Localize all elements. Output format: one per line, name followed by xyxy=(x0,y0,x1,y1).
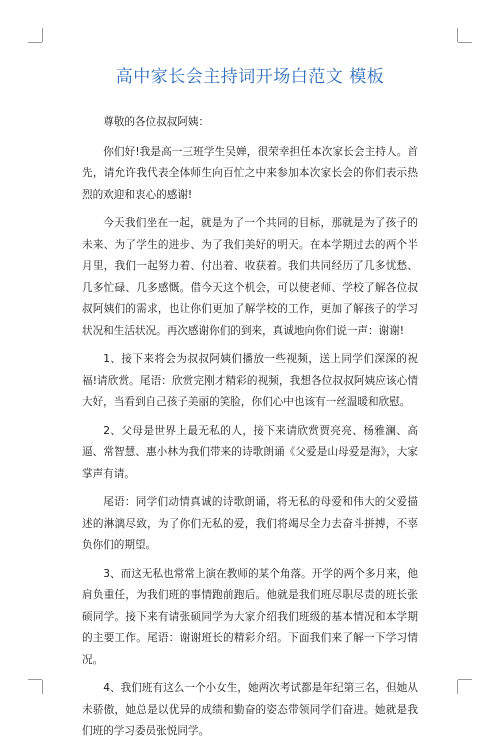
crop-mark-bottom-right-v xyxy=(457,680,458,694)
paragraph-4: 2、父母是世界上最无私的人，接下来请欣赏贾亮亮、杨雅澜、高逼、常智慧、惠小林为我们带来的诗歌朗诵《父爱是山母爱是海》，大家掌声有请。 xyxy=(82,424,418,480)
salutation: 尊敬的各位叔叔阿姨： xyxy=(103,116,210,128)
crop-mark-top-left-v xyxy=(42,28,43,42)
crop-mark-top-left-h xyxy=(28,42,42,43)
paragraph-5: 尾语：同学们动情真诚的诗歌朗诵，将无私的母爱和伟大的父爱描述的淋漓尽致，为了你们无私的爱，我们将竭尽全力去奋斗拼搏，不辜负你们的期望。 xyxy=(82,496,418,551)
crop-mark-top-right-h xyxy=(458,42,472,43)
paragraph-1: 你们好!我是高一三班学生吴婵，很荣幸担任本次家长会主持人。首先，请允许我代表全体师生向百忙之中来参加本次家长会的你们表示热烈的欢迎和衷心的感谢! xyxy=(82,145,418,201)
document-body xyxy=(82,112,418,750)
paragraph-3: 1、接下来将会为叔叔阿姨们播放一些视频，送上同学们深深的祝福!请欣赏。尾语：欣赏完刚才精彩的视频，我想各位叔叔阿姨应该心情大好，当看到自己孩子美丽的笑脸，你们心中也该有一丝温暖和欣慰。 xyxy=(82,353,418,408)
crop-mark-bottom-left-v xyxy=(42,680,43,694)
paragraph-6: 3、而这无私也常常上演在教师的某个角落。开学的两个多月来，他肩负重任，为我们班的事情跑前跑后。他就是我们班尽职尽责的班长张硕同学。接下来有请张硕同学为大家介绍我们班级的基本情况和本学期的主要工作。尾语：谢谢班长的精彩介绍。下面我们来了解一下学习情况。 xyxy=(82,567,418,666)
crop-mark-top-right-v xyxy=(457,28,458,42)
paragraph-2: 今天我们坐在一起，就是为了一个共同的目标，那就是为了孩子的未来、为了学生的进步、为了我们美好的明天。在本学期过去的两个半月里，我们一起努力着、付出着、收获着。我们共同经历了几多忧愁、几多忙碌、几多感慨。借今天这个机会，可以使老师、学校了解各位叔叔阿姨们的需求，也让你们更加了解学校的工作，更加了解孩子的学习状况和生活状况。再次感谢你们的到来，真诚地向你们说一声：谢谢! xyxy=(82,217,418,337)
paragraph-7: 4、我们班有这么一个小女生，她两次考试都是年纪第三名，但她从未骄傲，她总是以优异的成绩和勤奋的姿态带领同学们奋进。她就是我们班的学习委员张悦同学。 xyxy=(82,682,418,737)
document-title: 高中家长会主持词开场白范文 模板 xyxy=(115,67,385,87)
crop-mark-bottom-left-h xyxy=(28,679,42,680)
crop-mark-bottom-right-h xyxy=(458,679,472,680)
